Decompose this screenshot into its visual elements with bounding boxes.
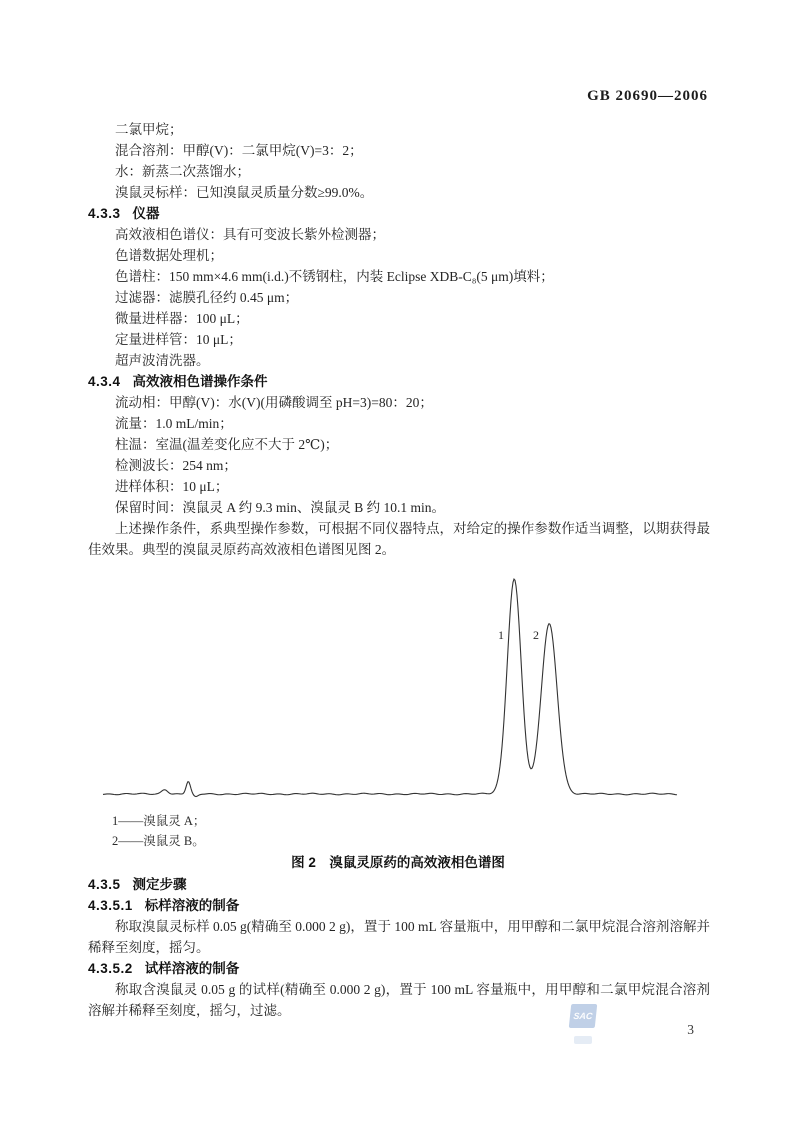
figure-legend [112,811,205,851]
section-heading-4-3-5-1 [88,895,710,916]
legend-item-peak2: 2——溴鼠灵 B。 [112,834,205,848]
body-text-upper [88,119,710,560]
chromatogram-line [103,579,677,796]
reagent-line: 溴鼠灵标样：已知溴鼠灵质量分数≥99.0%。 [115,185,374,200]
instrument-line: 高效液相色谱仪：具有可变波长紫外检测器； [115,227,385,242]
legend-item-peak1: 1——溴鼠灵 A； [112,814,206,828]
section-heading-4-3-5-2 [88,958,710,979]
section-number: 4.3.3 [88,206,121,221]
reagent-line: 混合溶剂：甲醇(V)：二氯甲烷(V)=3：2； [115,143,363,158]
section-number: 4.3.5.2 [88,961,133,976]
body-text-lower [88,874,710,1021]
condition-line: 进样体积：10 μL； [115,479,229,494]
page-number: 3 [687,1022,694,1037]
section-title: 高效液相色谱操作条件 [132,374,268,389]
condition-line: 柱温：室温(温差变化应不大于 2℃)； [115,437,339,452]
instrument-line: 色谱数据处理机； [115,248,223,263]
section-title: 标样溶液的制备 [144,898,240,913]
condition-line: 流动相：甲醇(V)：水(V)(用磷酸调至 pH=3)=80：20； [115,395,433,410]
section-heading-4-3-3 [88,203,710,224]
standard-number-header: GB 20690—2006 [587,88,708,104]
operating-conditions-note: 上述操作条件，系典型操作参数，可根据不同仪器特点，对给定的操作参数作适当调整，以期获得最佳效果。典型的溴鼠灵原药高效液相色谱图见图 2。 [88,521,710,557]
condition-line: 检测波长：254 nm； [115,458,237,473]
section-number: 4.3.5.1 [88,898,133,913]
condition-line: 保留时间：溴鼠灵 A 约 9.3 min、溴鼠灵 B 约 10.1 min。 [115,500,446,515]
peak-label-1: 1 [498,628,504,642]
hplc-chromatogram-figure [96,572,711,802]
instrument-line: 微量进样器：100 μL； [115,311,249,326]
instrument-line: 色谱柱：150 mm×4.6 mm(i.d.)不锈钢柱，内装 Eclipse XDB-C₈(5 μm)填料； [115,269,554,284]
section-title: 测定步骤 [132,877,187,892]
instrument-line: 定量进样管：10 μL； [115,332,242,347]
figure-caption: 图 2 溴鼠灵原药的高效液相色谱图 [291,855,505,870]
peak-label-2: 2 [533,628,539,642]
reagent-line: 水：新蒸二次蒸馏水； [115,164,250,179]
section-title: 试样溶液的制备 [144,961,240,976]
section-number: 4.3.4 [88,374,121,389]
instrument-line: 超声波清洗器。 [115,353,210,368]
section-heading-4-3-4 [88,371,710,392]
standard-solution-paragraph: 称取溴鼠灵标样 0.05 g(精确至 0.000 2 g)，置于 100 mL 容量瓶中，用甲醇和二氯甲烷混合溶剂溶解并稀释至刻度，摇匀。 [88,919,710,955]
reagent-line: 二氯甲烷； [115,122,183,137]
section-heading-4-3-5 [88,874,710,895]
instrument-line: 过滤器：滤膜孔径约 0.45 μm； [115,290,299,305]
sac-watermark: SAC [569,1004,598,1028]
condition-line: 流量：1.0 mL/min； [115,416,233,431]
section-number: 4.3.5 [88,877,121,892]
sample-solution-paragraph: 称取含溴鼠灵 0.05 g 的试样(精确至 0.000 2 g)，置于 100 mL 容量瓶中，用甲醇和二氯甲烷混合溶剂溶解并稀释至刻度，摇匀，过滤。 [88,982,710,1018]
section-title: 仪器 [132,206,160,221]
chromatogram-trace [96,572,711,802]
